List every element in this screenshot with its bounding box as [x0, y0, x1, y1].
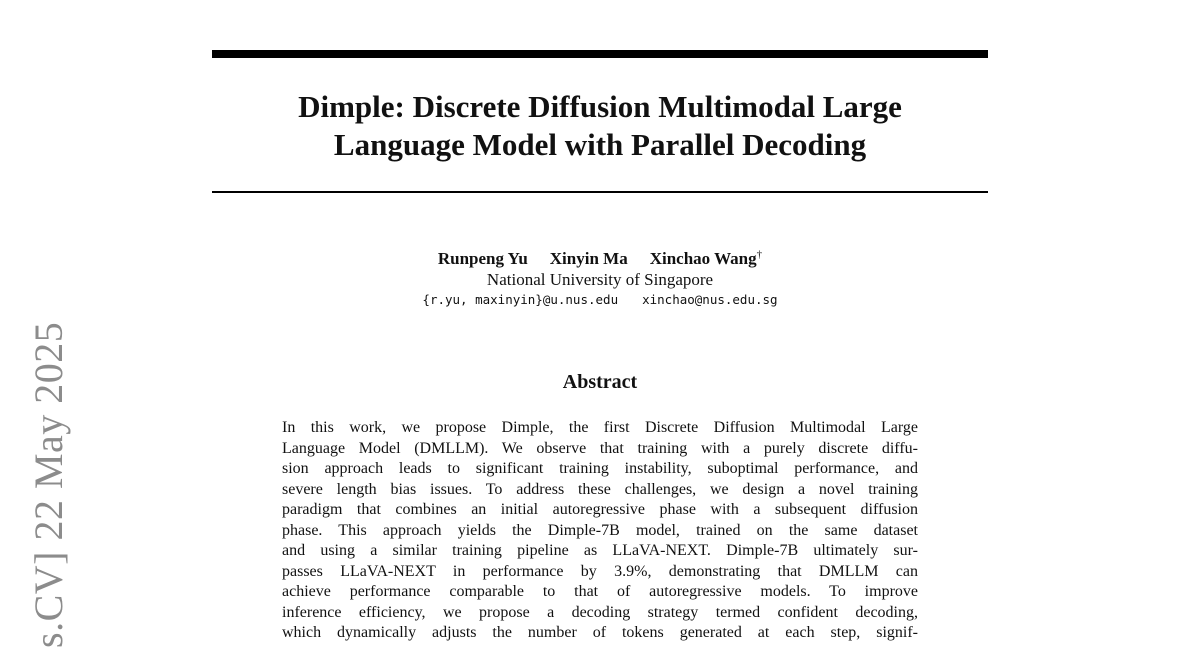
arxiv-stamp: s.CV] 22 May 2025	[26, 321, 71, 648]
author-name: Xinchao Wang†	[649, 248, 763, 268]
abstract-line: phase. This approach yields the Dimple-7B model, trained on the same dataset	[282, 521, 918, 539]
abstract-line: which dynamically adjusts the number of tokens generated at each step, signif-	[282, 624, 918, 641]
abstract-line: passes LLaVA-NEXT in performance by 3.9%, demonstrating that DMLLM can	[282, 562, 918, 580]
author-emails	[212, 290, 988, 310]
affiliation: National University of Singapore	[486, 270, 714, 289]
author-name: Xinyin Ma	[549, 249, 628, 268]
abstract-body	[282, 418, 918, 644]
author-block	[212, 248, 988, 310]
abstract-line: In this work, we propose Dimple, the first Discrete Diffusion Multimodal Large	[282, 419, 918, 436]
abstract-line: Language Model (DMLLM). We observe that training with a purely discrete diffu-	[282, 439, 918, 457]
dagger-mark: †	[756, 248, 763, 261]
abstract-heading: Abstract	[562, 371, 638, 393]
abstract-line: severe length bias issues. To address these challenges, we design a novel training	[282, 480, 918, 498]
abstract-line: paradigm that combines an initial autoregressive phase with a subsequent diffusion	[282, 501, 918, 518]
abstract-line: and using a similar training pipeline as LLaVA-NEXT. Dimple-7B ultimately sur-	[282, 542, 918, 559]
author-names	[212, 248, 988, 269]
paper-title	[212, 88, 988, 164]
title-bottom-rule	[212, 191, 988, 193]
email-address: {r.yu, maxinyin}@u.nus.edu	[422, 292, 619, 307]
email-address: xinchao@nus.edu.sg	[642, 292, 778, 307]
title-line-2: Language Model with Parallel Decoding	[333, 127, 867, 162]
title-line-1: Dimple: Discrete Diffusion Multimodal Large	[298, 89, 902, 124]
abstract-line: sion approach leads to significant training instability, suboptimal performance, and	[282, 460, 918, 477]
abstract-line: inference efficiency, we propose a decoding strategy termed confident decoding,	[282, 603, 918, 621]
abstract-line: achieve performance comparable to that of autoregressive models. To improve	[282, 583, 918, 600]
author-name: Runpeng Yu	[437, 249, 528, 268]
title-top-rule	[212, 50, 988, 58]
